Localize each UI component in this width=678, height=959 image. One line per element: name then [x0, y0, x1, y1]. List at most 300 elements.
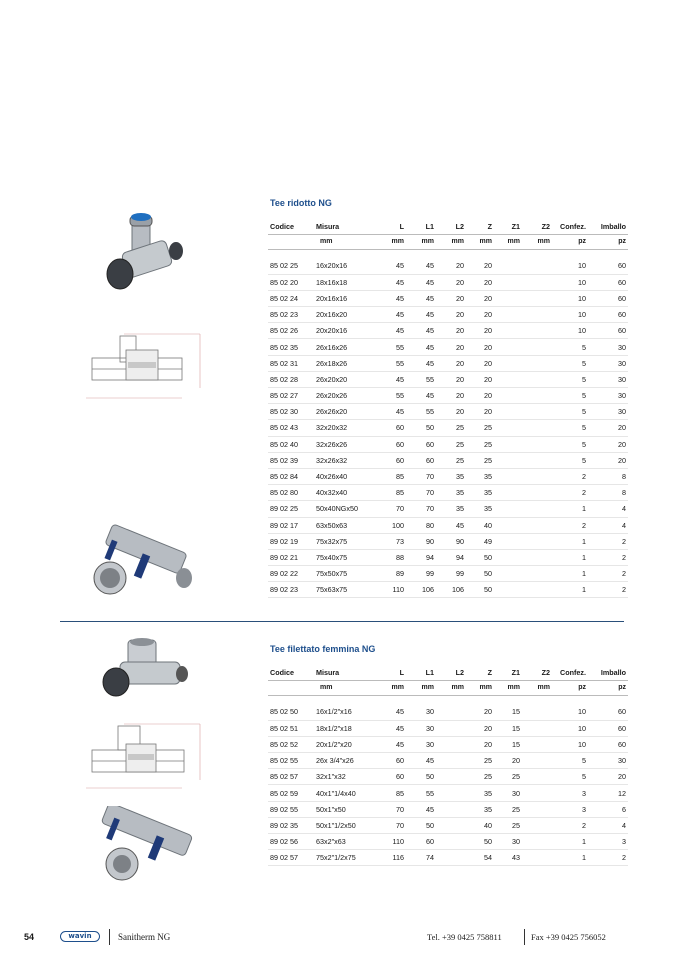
table-cell: 89 02 22 — [268, 566, 314, 582]
table-cell: 10 — [552, 704, 588, 720]
table-cell — [522, 785, 552, 801]
table-row — [268, 753, 628, 769]
table-cell: 35 — [466, 485, 494, 501]
table-cell: 45 — [406, 307, 436, 323]
tee-threaded-large-photo — [88, 806, 198, 886]
table-row — [268, 468, 628, 484]
table-cell — [522, 468, 552, 484]
tee-large-photo — [88, 518, 198, 598]
table-body — [268, 258, 628, 598]
table-cell: 50x1"1/2x50 — [314, 817, 378, 833]
table-cell: 85 02 39 — [268, 452, 314, 468]
table-cell: 35 — [466, 785, 494, 801]
table-cell: 43 — [494, 850, 522, 866]
table-row — [268, 549, 628, 565]
table-cell: 18x16x18 — [314, 274, 378, 290]
table-cell: 1 — [552, 533, 588, 549]
table-cell — [522, 801, 552, 817]
table-cell: 2 — [588, 582, 628, 598]
table-units-row — [268, 680, 628, 695]
table-cell — [522, 323, 552, 339]
table-row — [268, 517, 628, 533]
table-row — [268, 736, 628, 752]
table-cell: 4 — [588, 817, 628, 833]
unit-cell: mm — [522, 234, 552, 249]
table-cell — [436, 785, 466, 801]
table-cell: 20 — [466, 339, 494, 355]
table-cell — [522, 850, 552, 866]
table-cell — [436, 753, 466, 769]
table-cell — [494, 307, 522, 323]
table-cell: 25 — [494, 769, 522, 785]
table-cell: 55 — [378, 388, 406, 404]
table-cell: 20 — [466, 720, 494, 736]
table-cell: 60 — [406, 452, 436, 468]
table-cell: 45 — [378, 258, 406, 274]
table-cell: 20 — [436, 290, 466, 306]
table-cell: 26x16x26 — [314, 339, 378, 355]
table-cell: 45 — [406, 290, 436, 306]
table-cell: 85 02 84 — [268, 468, 314, 484]
table-cell: 6 — [588, 801, 628, 817]
table-cell: 10 — [552, 720, 588, 736]
table-cell: 20x16x20 — [314, 307, 378, 323]
table-cell: 35 — [436, 468, 466, 484]
table-cell: 75x63x75 — [314, 582, 378, 598]
unit-cell: mm — [378, 680, 406, 695]
table-cell: 75x50x75 — [314, 566, 378, 582]
table-cell: 30 — [494, 785, 522, 801]
table-cell: 63x50x63 — [314, 517, 378, 533]
unit-cell: mm — [314, 234, 378, 249]
table-cell: 20 — [466, 371, 494, 387]
table-cell — [494, 339, 522, 355]
table-cell: 85 02 51 — [268, 720, 314, 736]
table-cell: 20 — [436, 258, 466, 274]
table-cell: 50x40NGx50 — [314, 501, 378, 517]
table-cell: 89 02 35 — [268, 817, 314, 833]
table-row — [268, 355, 628, 371]
table-cell — [522, 736, 552, 752]
column-header: L2 — [455, 667, 464, 677]
table-cell — [494, 436, 522, 452]
table-cell: 3 — [588, 834, 628, 850]
column-header: L1 — [425, 221, 434, 231]
table-row — [268, 834, 628, 850]
table-cell — [494, 371, 522, 387]
table-cell: 50 — [466, 582, 494, 598]
table-cell — [494, 501, 522, 517]
table-cell: 89 02 23 — [268, 582, 314, 598]
unit-cell: pz — [588, 234, 628, 249]
unit-cell — [268, 234, 314, 249]
table-cell: 89 02 55 — [268, 801, 314, 817]
table-cell — [436, 736, 466, 752]
table-cell: 2 — [552, 817, 588, 833]
unit-cell: mm — [466, 234, 494, 249]
table-row — [268, 436, 628, 452]
table-cell: 20 — [466, 323, 494, 339]
table-cell: 1 — [552, 549, 588, 565]
table-cell: 85 02 31 — [268, 355, 314, 371]
tee-reducer-photo — [100, 208, 190, 293]
table-cell: 5 — [552, 355, 588, 371]
table-cell: 16x20x16 — [314, 258, 378, 274]
table-row — [268, 566, 628, 582]
table-cell: 4 — [588, 517, 628, 533]
table-cell: 85 02 24 — [268, 290, 314, 306]
table-cell — [522, 549, 552, 565]
footer-separator — [524, 929, 525, 945]
column-header: Imballo — [600, 667, 626, 677]
table-cell: 45 — [378, 704, 406, 720]
table-cell — [436, 720, 466, 736]
table-cell: 45 — [378, 736, 406, 752]
table-cell: 60 — [588, 323, 628, 339]
table-cell: 25 — [466, 420, 494, 436]
table-cell: 45 — [406, 258, 436, 274]
table-cell: 20 — [436, 371, 466, 387]
table-cell: 20 — [436, 404, 466, 420]
table-cell: 10 — [552, 290, 588, 306]
table-cell: 30 — [588, 371, 628, 387]
table-cell: 40x1"1/4x40 — [314, 785, 378, 801]
tee-threaded-photo — [100, 636, 190, 706]
table-cell: 89 02 17 — [268, 517, 314, 533]
table-cell: 2 — [552, 468, 588, 484]
table-cell — [494, 468, 522, 484]
table-cell: 1 — [552, 850, 588, 866]
table-cell: 60 — [588, 290, 628, 306]
table-cell: 30 — [406, 720, 436, 736]
table-cell: 85 02 52 — [268, 736, 314, 752]
page-number: 54 — [24, 932, 35, 942]
unit-cell — [268, 680, 314, 695]
table-cell — [522, 307, 552, 323]
table-cell: 4 — [588, 501, 628, 517]
table-cell: 89 02 21 — [268, 549, 314, 565]
column-header: Z1 — [511, 667, 520, 677]
table-cell: 35 — [466, 501, 494, 517]
table-cell: 55 — [378, 339, 406, 355]
column-header: L — [399, 221, 404, 231]
table-cell — [522, 485, 552, 501]
table-cell: 5 — [552, 420, 588, 436]
table-cell: 70 — [406, 468, 436, 484]
table-cell: 5 — [552, 753, 588, 769]
unit-cell: pz — [552, 234, 588, 249]
table-cell: 55 — [406, 404, 436, 420]
table-cell: 85 02 40 — [268, 436, 314, 452]
table-row — [268, 817, 628, 833]
table-cell: 20 — [466, 290, 494, 306]
table-cell: 20 — [436, 339, 466, 355]
table-cell: 3 — [552, 801, 588, 817]
table-cell — [522, 533, 552, 549]
table-cell: 2 — [588, 850, 628, 866]
table-cell — [436, 769, 466, 785]
table-cell: 25 — [436, 436, 466, 452]
table-cell: 55 — [406, 785, 436, 801]
table-cell: 15 — [494, 704, 522, 720]
unit-cell: mm — [494, 234, 522, 249]
table-cell — [494, 566, 522, 582]
table-cell: 45 — [378, 274, 406, 290]
table-row — [268, 485, 628, 501]
table-cell: 60 — [378, 420, 406, 436]
table-cell: 10 — [552, 258, 588, 274]
table-cell: 85 02 28 — [268, 371, 314, 387]
table-cell: 20 — [588, 769, 628, 785]
table-cell: 20 — [466, 355, 494, 371]
table-cell — [522, 517, 552, 533]
phone-number: Tel. +39 0425 758811 — [427, 932, 502, 942]
table-cell: 45 — [406, 274, 436, 290]
section-divider — [60, 621, 624, 622]
table-cell: 20 — [588, 452, 628, 468]
table-cell: 55 — [378, 355, 406, 371]
table-cell: 45 — [378, 371, 406, 387]
tee-threaded-drawing — [82, 718, 212, 798]
table-cell: 99 — [406, 566, 436, 582]
table-cell: 20 — [436, 307, 466, 323]
table-cell: 85 02 57 — [268, 769, 314, 785]
table-cell: 85 02 59 — [268, 785, 314, 801]
table-cell: 3 — [552, 785, 588, 801]
table-row — [268, 533, 628, 549]
table-cell: 85 02 43 — [268, 420, 314, 436]
table-cell: 45 — [406, 753, 436, 769]
table-cell: 85 02 50 — [268, 704, 314, 720]
table-cell: 70 — [406, 485, 436, 501]
table-cell: 50 — [466, 549, 494, 565]
table-cell: 1 — [552, 566, 588, 582]
table-cell — [522, 258, 552, 274]
column-header: L2 — [455, 221, 464, 231]
table-cell: 88 — [378, 549, 406, 565]
table-cell: 60 — [406, 436, 436, 452]
table-cell: 25 — [494, 801, 522, 817]
table-cell: 106 — [406, 582, 436, 598]
table-cell — [494, 517, 522, 533]
table-cell: 85 02 27 — [268, 388, 314, 404]
column-header: Z1 — [511, 221, 520, 231]
table-row — [268, 582, 628, 598]
table-cell: 63x2"x63 — [314, 834, 378, 850]
table-cell: 60 — [378, 753, 406, 769]
table-cell: 85 02 23 — [268, 307, 314, 323]
table-cell: 90 — [436, 533, 466, 549]
table-cell: 25 — [466, 753, 494, 769]
table-cell — [522, 388, 552, 404]
table-cell: 89 02 25 — [268, 501, 314, 517]
table-units-row — [268, 234, 628, 249]
table-cell: 50 — [466, 566, 494, 582]
table-cell — [494, 274, 522, 290]
table-cell: 20x20x16 — [314, 323, 378, 339]
table-cell: 5 — [552, 388, 588, 404]
table-cell: 20 — [466, 274, 494, 290]
table-cell: 25 — [436, 452, 466, 468]
table-cell: 20 — [588, 436, 628, 452]
column-header: Misura — [316, 667, 340, 677]
section-title-tee-filettato: Tee filettato femmina NG — [270, 644, 376, 654]
table-cell: 106 — [436, 582, 466, 598]
table-cell — [522, 339, 552, 355]
table-cell: 85 02 26 — [268, 323, 314, 339]
table-cell — [522, 404, 552, 420]
table-header-row — [268, 219, 628, 234]
table-cell: 20 — [436, 323, 466, 339]
table-row — [268, 420, 628, 436]
table-cell: 12 — [588, 785, 628, 801]
table-cell: 45 — [406, 388, 436, 404]
table-cell: 50 — [466, 834, 494, 850]
table-cell: 20 — [436, 355, 466, 371]
table-row — [268, 258, 628, 274]
table-cell: 45 — [406, 801, 436, 817]
table-row — [268, 274, 628, 290]
table-cell: 5 — [552, 339, 588, 355]
table-cell: 8 — [588, 468, 628, 484]
table-cell: 30 — [406, 736, 436, 752]
column-header: Codice — [270, 221, 294, 231]
unit-cell: pz — [552, 680, 588, 695]
table-cell — [522, 753, 552, 769]
table-cell: 60 — [378, 436, 406, 452]
table-cell: 25 — [466, 436, 494, 452]
table-cell: 50x1"x50 — [314, 801, 378, 817]
table-cell: 54 — [466, 850, 494, 866]
unit-cell: mm — [406, 680, 436, 695]
table-cell: 45 — [378, 404, 406, 420]
table-row — [268, 769, 628, 785]
table-row — [268, 371, 628, 387]
table-cell: 25 — [436, 420, 466, 436]
table-cell: 40x26x40 — [314, 468, 378, 484]
section-title-tee-ridotto: Tee ridotto NG — [270, 198, 332, 208]
table-cell: 10 — [552, 274, 588, 290]
table-row — [268, 404, 628, 420]
table-row — [268, 339, 628, 355]
table-cell: 20 — [466, 704, 494, 720]
table-cell — [522, 274, 552, 290]
table-cell: 10 — [552, 323, 588, 339]
table-cell: 35 — [466, 468, 494, 484]
table-cell: 32x26x26 — [314, 436, 378, 452]
table-cell: 1 — [552, 501, 588, 517]
table-cell: 45 — [378, 307, 406, 323]
table-cell: 73 — [378, 533, 406, 549]
table-cell: 70 — [378, 817, 406, 833]
table-cell: 2 — [552, 517, 588, 533]
table-cell: 5 — [552, 371, 588, 387]
table-cell: 32x26x32 — [314, 452, 378, 468]
column-header: Z2 — [541, 667, 550, 677]
table-cell: 60 — [378, 769, 406, 785]
table-cell: 89 02 56 — [268, 834, 314, 850]
column-header: Z2 — [541, 221, 550, 231]
table-row — [268, 323, 628, 339]
table-cell — [522, 290, 552, 306]
table-cell — [436, 801, 466, 817]
table-cell: 18x1/2"x18 — [314, 720, 378, 736]
unit-cell: mm — [436, 234, 466, 249]
table-cell: 85 02 20 — [268, 274, 314, 290]
table-cell — [522, 769, 552, 785]
table-cell: 20x16x16 — [314, 290, 378, 306]
table-tee-filettato — [268, 665, 628, 866]
table-cell: 26x20x26 — [314, 388, 378, 404]
table-cell: 30 — [494, 834, 522, 850]
table-cell — [494, 485, 522, 501]
table-cell: 94 — [406, 549, 436, 565]
fax-number: Fax +39 0425 756052 — [531, 932, 606, 942]
table-cell: 40x32x40 — [314, 485, 378, 501]
table-cell — [522, 817, 552, 833]
table-cell: 90 — [406, 533, 436, 549]
table-row — [268, 850, 628, 866]
table-cell: 85 — [378, 485, 406, 501]
column-header: Imballo — [600, 221, 626, 231]
table-cell: 85 02 80 — [268, 485, 314, 501]
table-cell: 30 — [588, 388, 628, 404]
table-cell: 20 — [588, 420, 628, 436]
table-cell: 110 — [378, 834, 406, 850]
table-cell: 25 — [466, 769, 494, 785]
table-cell: 25 — [494, 817, 522, 833]
table-cell: 20 — [466, 307, 494, 323]
wavin-logo: wavin — [60, 931, 100, 942]
table-cell: 60 — [378, 452, 406, 468]
table-cell — [522, 436, 552, 452]
tee-reducer-drawing — [82, 328, 212, 408]
table-cell: 70 — [406, 501, 436, 517]
column-header: L1 — [425, 667, 434, 677]
table-cell: 45 — [406, 323, 436, 339]
table-cell — [522, 452, 552, 468]
table-cell: 94 — [436, 549, 466, 565]
table-cell: 1 — [552, 582, 588, 598]
unit-cell: mm — [522, 680, 552, 695]
table-cell — [522, 582, 552, 598]
table-row — [268, 290, 628, 306]
unit-cell: mm — [406, 234, 436, 249]
table-cell: 2 — [588, 549, 628, 565]
table-cell — [522, 834, 552, 850]
table-cell: 30 — [406, 704, 436, 720]
table-header-row — [268, 665, 628, 680]
table-cell: 55 — [406, 371, 436, 387]
product-line: Sanitherm NG — [118, 932, 171, 942]
table-cell: 20 — [466, 388, 494, 404]
table-cell: 45 — [378, 720, 406, 736]
table-cell — [494, 582, 522, 598]
table-cell: 89 02 19 — [268, 533, 314, 549]
table-cell: 60 — [406, 834, 436, 850]
table-cell: 60 — [588, 274, 628, 290]
table-cell: 45 — [378, 323, 406, 339]
table-cell: 35 — [466, 801, 494, 817]
table-cell: 60 — [588, 720, 628, 736]
table-cell: 89 — [378, 566, 406, 582]
table-cell: 30 — [588, 339, 628, 355]
table-cell: 70 — [378, 501, 406, 517]
table-cell: 5 — [552, 404, 588, 420]
table-cell — [522, 720, 552, 736]
table-cell: 45 — [378, 290, 406, 306]
table-cell: 16x1/2"x16 — [314, 704, 378, 720]
